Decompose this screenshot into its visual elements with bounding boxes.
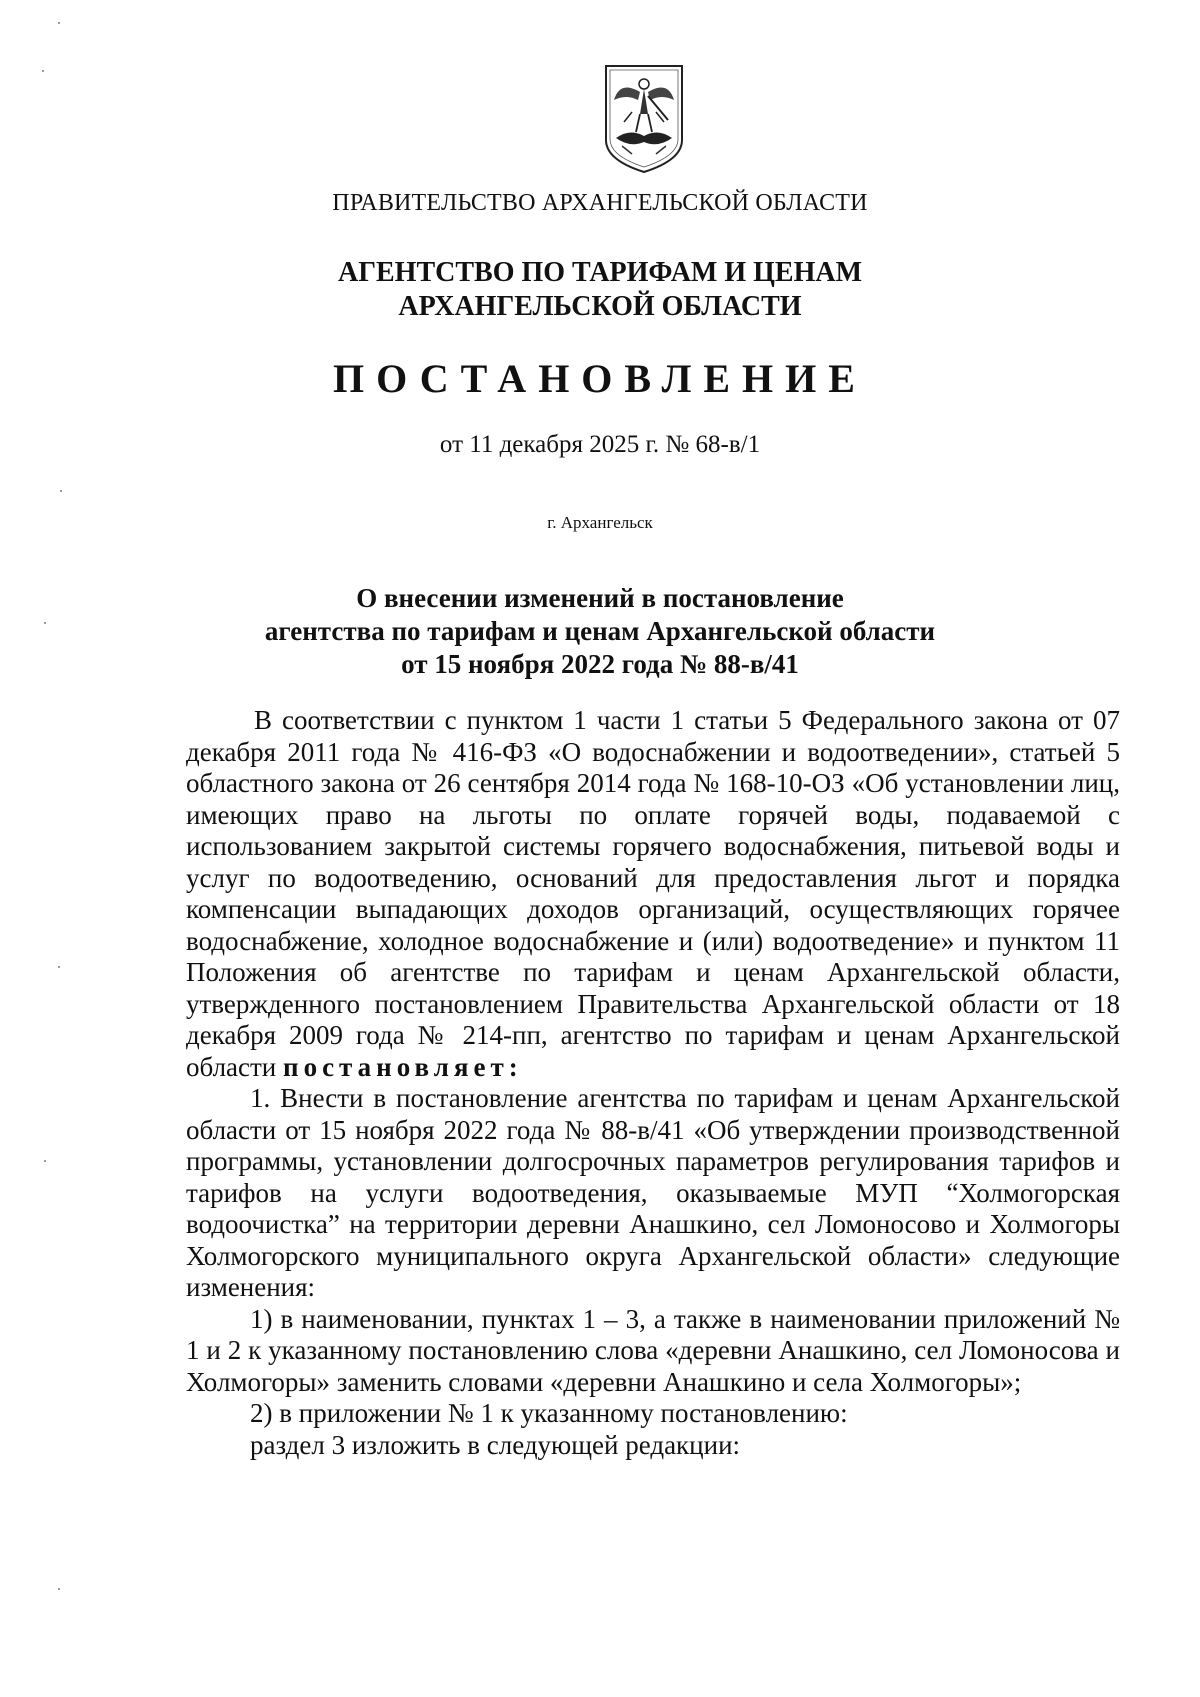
preamble-text: В соответствии с пунктом 1 части 1 статьи 5 Федерального закона от 07 декабря 2011 года № 416-ФЗ «О водоснабжении и водоотведении», статьей 5 областного закона от 26 сентября 2014 года № 168-10-ОЗ «Об установлении лиц, имеющих право на льготы по оплате горячей воды, подаваемой с использованием закрытой системы горячего водоснабжения, питьевой воды и услуг по водоотведению, оснований для предоставления льгот и порядка компенсации выпадающих доходов организаций, осуществляющих горячее водоснабжение, холодное водоснабжение и (или) водоотведение» и пунктом 11 Положения об агентстве по тарифам и ценам Архангельской области, утвержденного постановлением Правительства Архангельской области от 18 декабря 2009 года № 214-пп, агентство по тарифам и ценам Архангельской области bbox=[186, 705, 1120, 1082]
item-1-paragraph: 1. Внести в постановление агентства по тарифам и ценам Архангельской области от 15 ноября 2022 года № 88-в/41 «Об утверждении производственной программы, установлении долгосрочных параметров регулирования тарифов и тарифов на услуги водоотведения, оказываемые МУП “Холмогорская водоочистка” на территории деревни Анашкино, сел Ломоносово и Холмогоры Холмогорского муниципального округа Архангельской области» следующие изменения: bbox=[186, 1083, 1120, 1302]
agency-name bbox=[0, 256, 1200, 324]
item-1-2-a-paragraph: раздел 3 изложить в следующей редакции: bbox=[250, 1429, 741, 1460]
scan-speck bbox=[42, 70, 44, 72]
scan-speck bbox=[58, 22, 60, 24]
document-body bbox=[186, 705, 1120, 1461]
coat-of-arms-emblem bbox=[602, 62, 686, 174]
preamble-paragraph bbox=[186, 705, 1120, 1083]
scan-speck bbox=[60, 490, 62, 492]
government-name: ПРАВИТЕЛЬСТВО АРХАНГЕЛЬСКОЙ ОБЛАСТИ bbox=[332, 190, 868, 216]
subject-line2: агентства по тарифам и ценам Архангельской области bbox=[264, 616, 936, 646]
city-name: г. Архангельск bbox=[547, 513, 653, 532]
scan-speck bbox=[58, 966, 60, 968]
agency-name-line1: АГЕНТСТВО ПО ТАРИФАМ И ЦЕНАМ bbox=[337, 257, 863, 288]
date-and-number: от 11 декабря 2025 г. № 68-в/1 bbox=[439, 431, 761, 458]
subject-line3: от 15 ноября 2022 года № 88-в/41 bbox=[401, 649, 799, 679]
agency-name-line2: АРХАНГЕЛЬСКОЙ ОБЛАСТИ bbox=[398, 291, 802, 322]
subject-line1: О внесении изменений в постановление bbox=[356, 583, 844, 613]
scan-speck bbox=[44, 622, 46, 624]
decree-word: постановляет: bbox=[283, 1051, 523, 1082]
item-1-1-paragraph: 1) в наименовании, пунктах 1 – 3, а также в наименовании приложений № 1 и 2 к указанному постановлению слова «деревни Анашкино, сел Ломоносова и Холмогоры» заменить словами «деревни Анашкино и села Холмогоры»; bbox=[186, 1303, 1120, 1397]
item-1-2-paragraph: 2) в приложении № 1 к указанному постановлению: bbox=[250, 1398, 848, 1428]
scan-speck bbox=[44, 1160, 46, 1162]
document-type-title: ПОСТАНОВЛЕНИЕ bbox=[333, 356, 867, 401]
subject-heading bbox=[0, 582, 1200, 681]
scan-speck bbox=[58, 1588, 60, 1590]
